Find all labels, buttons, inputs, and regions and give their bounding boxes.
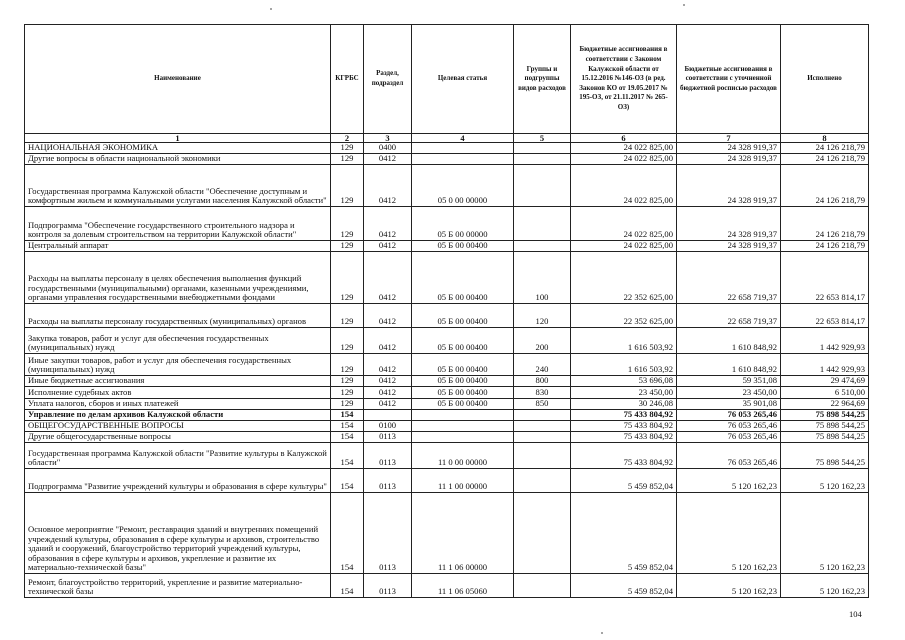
- column-number: 8: [781, 134, 869, 143]
- row-executed-amount: 6 510,00: [781, 387, 869, 399]
- row-kgrbs: 154: [331, 469, 364, 493]
- row-kgrbs: 129: [331, 154, 364, 165]
- row-executed-amount: 22 964,69: [781, 399, 869, 410]
- row-group: [514, 443, 571, 469]
- row-refined-amount: 5 120 162,23: [677, 493, 781, 574]
- row-target: [412, 432, 514, 443]
- row-executed-amount: 75 898 544,25: [781, 421, 869, 432]
- row-executed-amount: 24 126 218,79: [781, 154, 869, 165]
- row-refined-amount: 5 120 162,23: [677, 469, 781, 493]
- scan-speck: [683, 4, 685, 6]
- table-row: [25, 304, 869, 328]
- row-group: 200: [514, 328, 571, 354]
- row-name: Государственная программа Калужской области "Обеспечение доступным и комфортным жильем и коммунальными услугами населения Калужской области": [25, 165, 331, 207]
- header-razdel: Раздел, подраздел: [364, 25, 412, 134]
- row-law-amount: 24 022 825,00: [571, 143, 677, 154]
- row-name: Подпрограмма "Развитие учреждений культуры и образования в сфере культуры": [25, 469, 331, 493]
- row-executed-amount: 24 126 218,79: [781, 207, 869, 241]
- row-group: [514, 469, 571, 493]
- row-law-amount: 24 022 825,00: [571, 154, 677, 165]
- row-group: [514, 410, 571, 421]
- row-law-amount: 75 433 804,92: [571, 443, 677, 469]
- row-name: Закупка товаров, работ и услуг для обеспечения государственных (муниципальных) нужд: [25, 328, 331, 354]
- row-group: [514, 143, 571, 154]
- row-target: 05 0 00 00000: [412, 165, 514, 207]
- row-name: Ремонт, благоустройство территорий, укрепление и развитие материально-технической базы: [25, 574, 331, 598]
- row-target: [412, 410, 514, 421]
- row-executed-amount: 29 474,69: [781, 376, 869, 387]
- row-kgrbs: 129: [331, 143, 364, 154]
- row-executed-amount: 1 442 929,93: [781, 328, 869, 354]
- row-target: 05 Б 00 00400: [412, 252, 514, 304]
- row-refined-amount: 35 901,08: [677, 399, 781, 410]
- row-executed-amount: 22 653 814,17: [781, 304, 869, 328]
- row-name: Иные бюджетные ассигнования: [25, 376, 331, 387]
- column-number: 3: [364, 134, 412, 143]
- row-kgrbs: 154: [331, 493, 364, 574]
- row-kgrbs: 154: [331, 410, 364, 421]
- table-row: [25, 399, 869, 410]
- row-name: Основное мероприятие "Ремонт, реставрация зданий и внутренних помещений учреждений культуры, образования в сфере культуры и архивов, строительство зданий и сооружений, благоустройство территорий учреждений культуры, образования в сфере культуры и архивов, укрепление и развитие их материально-технической базы": [25, 493, 331, 574]
- row-kgrbs: 129: [331, 354, 364, 376]
- row-executed-amount: 75 898 544,25: [781, 443, 869, 469]
- row-target: 05 Б 00 00400: [412, 328, 514, 354]
- row-target: 05 Б 00 00400: [412, 241, 514, 252]
- row-razdel: 0113: [364, 432, 412, 443]
- header-law: Бюджетные ассигнования в соответствии с Законом Калужской области от 15.12.2016 №146-ОЗ (в ред. Законов КО от 19.05.2017 № 195-ОЗ, от 21.11.2017 № 265-ОЗ): [571, 25, 677, 134]
- table-row: [25, 143, 869, 154]
- row-law-amount: 5 459 852,04: [571, 469, 677, 493]
- row-razdel: 0412: [364, 376, 412, 387]
- table-row: [25, 493, 869, 574]
- column-number: 1: [25, 134, 331, 143]
- row-kgrbs: 129: [331, 328, 364, 354]
- row-group: 100: [514, 252, 571, 304]
- row-target: 05 Б 00 00400: [412, 304, 514, 328]
- row-law-amount: 5 459 852,04: [571, 574, 677, 598]
- table-row: [25, 376, 869, 387]
- row-law-amount: 24 022 825,00: [571, 165, 677, 207]
- row-law-amount: 75 433 804,92: [571, 410, 677, 421]
- table-row: [25, 154, 869, 165]
- table-row: [25, 207, 869, 241]
- table-row: [25, 328, 869, 354]
- table-header-row: [25, 25, 869, 134]
- table-row: [25, 469, 869, 493]
- row-name: ОБЩЕГОСУДАРСТВЕННЫЕ ВОПРОСЫ: [25, 421, 331, 432]
- row-kgrbs: 129: [331, 252, 364, 304]
- table-row: [25, 574, 869, 598]
- row-group: 850: [514, 399, 571, 410]
- row-kgrbs: 154: [331, 443, 364, 469]
- page-number: 104: [849, 609, 862, 619]
- row-razdel: 0412: [364, 241, 412, 252]
- table-row: [25, 241, 869, 252]
- row-group: [514, 165, 571, 207]
- row-razdel: [364, 410, 412, 421]
- row-executed-amount: 24 126 218,79: [781, 143, 869, 154]
- table-row: [25, 421, 869, 432]
- row-law-amount: 75 433 804,92: [571, 432, 677, 443]
- row-executed-amount: 75 898 544,25: [781, 432, 869, 443]
- row-executed-amount: 5 120 162,23: [781, 469, 869, 493]
- header-group: Группы и подгруппы видов расходов: [514, 25, 571, 134]
- row-refined-amount: 76 053 265,46: [677, 443, 781, 469]
- row-name: Исполнение судебных актов: [25, 387, 331, 399]
- row-name: Расходы на выплаты персоналу государственных (муниципальных) органов: [25, 304, 331, 328]
- row-executed-amount: 22 653 814,17: [781, 252, 869, 304]
- row-executed-amount: 5 120 162,23: [781, 574, 869, 598]
- table-body: [25, 143, 869, 598]
- row-refined-amount: 24 328 919,37: [677, 154, 781, 165]
- row-kgrbs: 129: [331, 399, 364, 410]
- table-row: [25, 443, 869, 469]
- row-law-amount: 5 459 852,04: [571, 493, 677, 574]
- row-group: 830: [514, 387, 571, 399]
- row-target: 05 Б 00 00000: [412, 207, 514, 241]
- row-group: 120: [514, 304, 571, 328]
- row-target: 11 1 06 00000: [412, 493, 514, 574]
- row-kgrbs: 154: [331, 432, 364, 443]
- row-target: 11 1 00 00000: [412, 469, 514, 493]
- row-razdel: 0113: [364, 443, 412, 469]
- row-name: Государственная программа Калужской области "Развитие культуры в Калужской области": [25, 443, 331, 469]
- row-target: 11 0 00 00000: [412, 443, 514, 469]
- row-law-amount: 53 696,08: [571, 376, 677, 387]
- row-executed-amount: 75 898 544,25: [781, 410, 869, 421]
- row-refined-amount: 1 610 848,92: [677, 354, 781, 376]
- row-law-amount: 24 022 825,00: [571, 241, 677, 252]
- row-target: 11 1 06 05060: [412, 574, 514, 598]
- column-number-row: [25, 134, 869, 143]
- row-refined-amount: 22 658 719,37: [677, 304, 781, 328]
- column-number: 4: [412, 134, 514, 143]
- row-razdel: 0412: [364, 207, 412, 241]
- header-refined: Бюджетные ассигнования в соответствии с уточненной бюджетной росписью расходов: [677, 25, 781, 134]
- row-executed-amount: 5 120 162,23: [781, 493, 869, 574]
- row-kgrbs: 129: [331, 165, 364, 207]
- row-group: 240: [514, 354, 571, 376]
- row-refined-amount: 76 053 265,46: [677, 432, 781, 443]
- row-target: [412, 421, 514, 432]
- row-refined-amount: 24 328 919,37: [677, 241, 781, 252]
- row-law-amount: 24 022 825,00: [571, 207, 677, 241]
- row-target: [412, 143, 514, 154]
- row-name: Другие вопросы в области национальной экономики: [25, 154, 331, 165]
- row-law-amount: 1 616 503,92: [571, 354, 677, 376]
- row-refined-amount: 59 351,08: [677, 376, 781, 387]
- row-group: 800: [514, 376, 571, 387]
- row-group: [514, 207, 571, 241]
- row-target: [412, 154, 514, 165]
- row-razdel: 0113: [364, 493, 412, 574]
- row-kgrbs: 129: [331, 376, 364, 387]
- row-name: Уплата налогов, сборов и иных платежей: [25, 399, 331, 410]
- row-name: Управление по делам архивов Калужской области: [25, 410, 331, 421]
- row-refined-amount: 22 658 719,37: [677, 252, 781, 304]
- column-number: 5: [514, 134, 571, 143]
- row-razdel: 0412: [364, 154, 412, 165]
- table-row: [25, 252, 869, 304]
- row-name: Иные закупки товаров, работ и услуг для обеспечения государственных (муниципальных) нужд: [25, 354, 331, 376]
- row-razdel: 0100: [364, 421, 412, 432]
- row-refined-amount: 1 610 848,92: [677, 328, 781, 354]
- row-kgrbs: 129: [331, 304, 364, 328]
- table-row: [25, 354, 869, 376]
- table-row: [25, 165, 869, 207]
- row-refined-amount: 24 328 919,37: [677, 207, 781, 241]
- row-group: [514, 493, 571, 574]
- row-target: 05 Б 00 00400: [412, 399, 514, 410]
- row-group: [514, 154, 571, 165]
- row-group: [514, 241, 571, 252]
- row-razdel: 0412: [364, 252, 412, 304]
- row-refined-amount: 24 328 919,37: [677, 165, 781, 207]
- column-number: 6: [571, 134, 677, 143]
- row-razdel: 0412: [364, 304, 412, 328]
- row-refined-amount: 24 328 919,37: [677, 143, 781, 154]
- table-row: [25, 387, 869, 399]
- row-target: 05 Б 00 00400: [412, 354, 514, 376]
- scan-speck: [270, 8, 272, 10]
- row-group: [514, 574, 571, 598]
- row-razdel: 0113: [364, 469, 412, 493]
- row-razdel: 0113: [364, 574, 412, 598]
- row-kgrbs: 129: [331, 387, 364, 399]
- header-target: Целевая статья: [412, 25, 514, 134]
- row-executed-amount: 24 126 218,79: [781, 241, 869, 252]
- row-law-amount: 22 352 625,00: [571, 304, 677, 328]
- row-law-amount: 22 352 625,00: [571, 252, 677, 304]
- row-razdel: 0400: [364, 143, 412, 154]
- budget-table: [24, 24, 869, 598]
- row-target: 05 Б 00 00400: [412, 376, 514, 387]
- row-kgrbs: 129: [331, 207, 364, 241]
- row-law-amount: 1 616 503,92: [571, 328, 677, 354]
- row-razdel: 0412: [364, 354, 412, 376]
- header-name: Наименование: [25, 25, 331, 134]
- row-razdel: 0412: [364, 328, 412, 354]
- row-name: Центральный аппарат: [25, 241, 331, 252]
- row-law-amount: 75 433 804,92: [571, 421, 677, 432]
- row-kgrbs: 154: [331, 574, 364, 598]
- scan-speck: [601, 632, 603, 634]
- row-name: Подпрограмма "Обеспечение государственного строительного надзора и контроля за долевым строительством на территории Калужской области": [25, 207, 331, 241]
- row-executed-amount: 24 126 218,79: [781, 165, 869, 207]
- row-razdel: 0412: [364, 165, 412, 207]
- row-name: НАЦИОНАЛЬНАЯ ЭКОНОМИКА: [25, 143, 331, 154]
- column-number: 7: [677, 134, 781, 143]
- row-kgrbs: 129: [331, 241, 364, 252]
- table-row: [25, 410, 869, 421]
- table-row: [25, 432, 869, 443]
- row-razdel: 0412: [364, 399, 412, 410]
- header-kgrbs: КГРБС: [331, 25, 364, 134]
- row-target: 05 Б 00 00400: [412, 387, 514, 399]
- row-name: Расходы на выплаты персоналу в целях обеспечения выполнения функций государственными (муниципальными) органами, казенными учреждениями, органами управления государственными внебюджетными фондами: [25, 252, 331, 304]
- row-executed-amount: 1 442 929,93: [781, 354, 869, 376]
- row-group: [514, 432, 571, 443]
- column-number: 2: [331, 134, 364, 143]
- row-group: [514, 421, 571, 432]
- row-law-amount: 23 450,00: [571, 387, 677, 399]
- row-razdel: 0412: [364, 387, 412, 399]
- row-refined-amount: 23 450,00: [677, 387, 781, 399]
- row-name: Другие общегосударственные вопросы: [25, 432, 331, 443]
- row-kgrbs: 154: [331, 421, 364, 432]
- header-executed: Исполнено: [781, 25, 869, 134]
- row-refined-amount: 76 053 265,46: [677, 410, 781, 421]
- row-refined-amount: 76 053 265,46: [677, 421, 781, 432]
- row-refined-amount: 5 120 162,23: [677, 574, 781, 598]
- row-law-amount: 30 246,08: [571, 399, 677, 410]
